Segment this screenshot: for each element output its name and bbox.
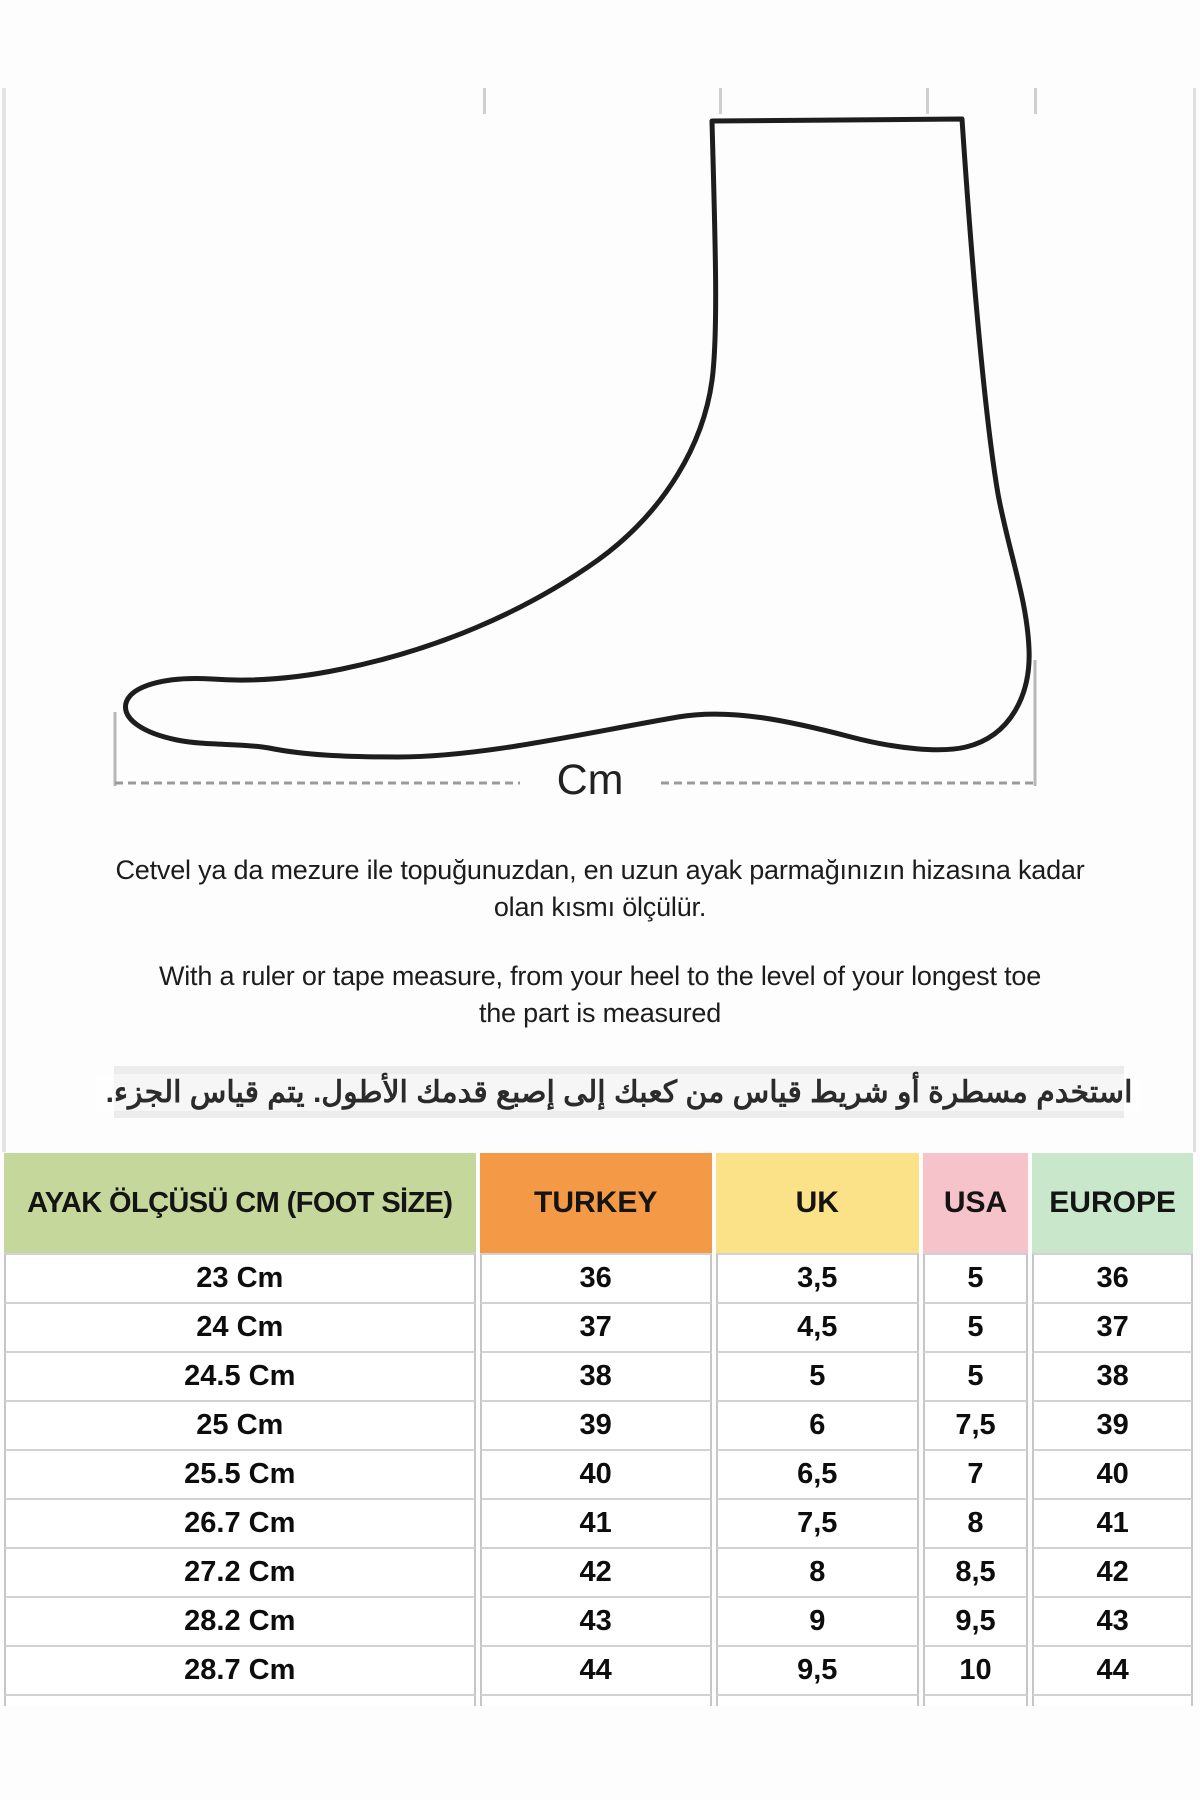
table-row (4, 1500, 1193, 1549)
arabic-instruction-text: استخدم مسطرة أو شريط قياس من كعبك إلى إصبع قدمك الأطول. يتم قياس الجزء. (96, 1074, 1143, 1111)
cutoff-cell (1032, 1696, 1193, 1706)
table-cell: 44 (1032, 1647, 1193, 1696)
size-table-body (4, 1253, 1193, 1706)
table-row (4, 1304, 1193, 1353)
table-cell: 40 (480, 1451, 712, 1500)
table-cell: 38 (480, 1353, 712, 1402)
table-cell: 43 (1032, 1598, 1193, 1647)
foot-outline-diagram (0, 0, 1200, 840)
table-cell: 7,5 (716, 1500, 919, 1549)
english-instruction-line1: With a ruler or tape measure, from your heel to the level of your longest toe (158, 961, 1042, 991)
table-row (4, 1451, 1193, 1500)
arabic-instruction-strip (105, 1066, 1133, 1118)
cutoff-cell (716, 1696, 919, 1706)
table-cell: 41 (480, 1500, 712, 1549)
table-cell: 27.2 Cm (4, 1549, 476, 1598)
table-cell: 39 (480, 1402, 712, 1451)
table-cell: 44 (480, 1647, 712, 1696)
table-cell: 8 (716, 1549, 919, 1598)
table-cell: 5 (923, 1304, 1029, 1353)
table-row (4, 1402, 1193, 1451)
table-cell: 5 (923, 1253, 1029, 1304)
table-cell: 42 (480, 1549, 712, 1598)
column-header: EUROPE (1032, 1153, 1193, 1253)
column-header: AYAK ÖLÇÜSÜ CM (FOOT SİZE) (4, 1153, 476, 1253)
table-cell: 9 (716, 1598, 919, 1647)
size-conversion-table (0, 1153, 1197, 1706)
english-instruction (0, 958, 1200, 1032)
table-cell: 5 (923, 1353, 1029, 1402)
table-row (4, 1598, 1193, 1647)
turkish-instruction-line1: Cetvel ya da mezure ile topuğunuzdan, en uzun ayak parmağınızın hizasına kadar (115, 855, 1085, 885)
table-cell: 10 (923, 1647, 1029, 1696)
cutoff-cell (480, 1696, 712, 1706)
table-cell: 6,5 (716, 1451, 919, 1500)
table-cell: 24 Cm (4, 1304, 476, 1353)
cutoff-row (4, 1696, 1193, 1706)
table-cell: 8,5 (923, 1549, 1029, 1598)
table-cell: 38 (1032, 1353, 1193, 1402)
table-cell: 37 (1032, 1304, 1193, 1353)
cutoff-cell (923, 1696, 1029, 1706)
table-cell: 43 (480, 1598, 712, 1647)
table-cell: 37 (480, 1304, 712, 1353)
table-cell: 41 (1032, 1500, 1193, 1549)
column-header: TURKEY (480, 1153, 712, 1253)
table-cell: 4,5 (716, 1304, 919, 1353)
table-cell: 23 Cm (4, 1253, 476, 1304)
column-header: UK (716, 1153, 919, 1253)
table-cell: 5 (716, 1353, 919, 1402)
table-row (4, 1549, 1193, 1598)
table-cell: 8 (923, 1500, 1029, 1549)
table-cell: 7 (923, 1451, 1029, 1500)
table-cell: 25.5 Cm (4, 1451, 476, 1500)
cm-measure-label: Cm (520, 753, 660, 807)
table-cell: 40 (1032, 1451, 1193, 1500)
size-table-header-row (4, 1153, 1193, 1253)
table-row (4, 1647, 1193, 1696)
table-cell: 28.2 Cm (4, 1598, 476, 1647)
table-cell: 9,5 (716, 1647, 919, 1696)
table-cell: 24.5 Cm (4, 1353, 476, 1402)
table-cell: 26.7 Cm (4, 1500, 476, 1549)
table-cell: 6 (716, 1402, 919, 1451)
table-cell: 25 Cm (4, 1402, 476, 1451)
table-cell: 28.7 Cm (4, 1647, 476, 1696)
table-row (4, 1353, 1193, 1402)
foot-outline (126, 119, 1030, 757)
turkish-instruction-line2: olan kısmı ölçülür. (493, 892, 707, 922)
table-cell: 36 (1032, 1253, 1193, 1304)
table-cell: 42 (1032, 1549, 1193, 1598)
table-cell: 36 (480, 1253, 712, 1304)
cutoff-cell (4, 1696, 476, 1706)
table-row (4, 1253, 1193, 1304)
table-cell: 3,5 (716, 1253, 919, 1304)
table-cell: 7,5 (923, 1402, 1029, 1451)
column-header: USA (923, 1153, 1029, 1253)
table-cell: 9,5 (923, 1598, 1029, 1647)
table-cell: 39 (1032, 1402, 1193, 1451)
english-instruction-line2: the part is measured (478, 998, 722, 1028)
turkish-instruction (0, 852, 1200, 926)
